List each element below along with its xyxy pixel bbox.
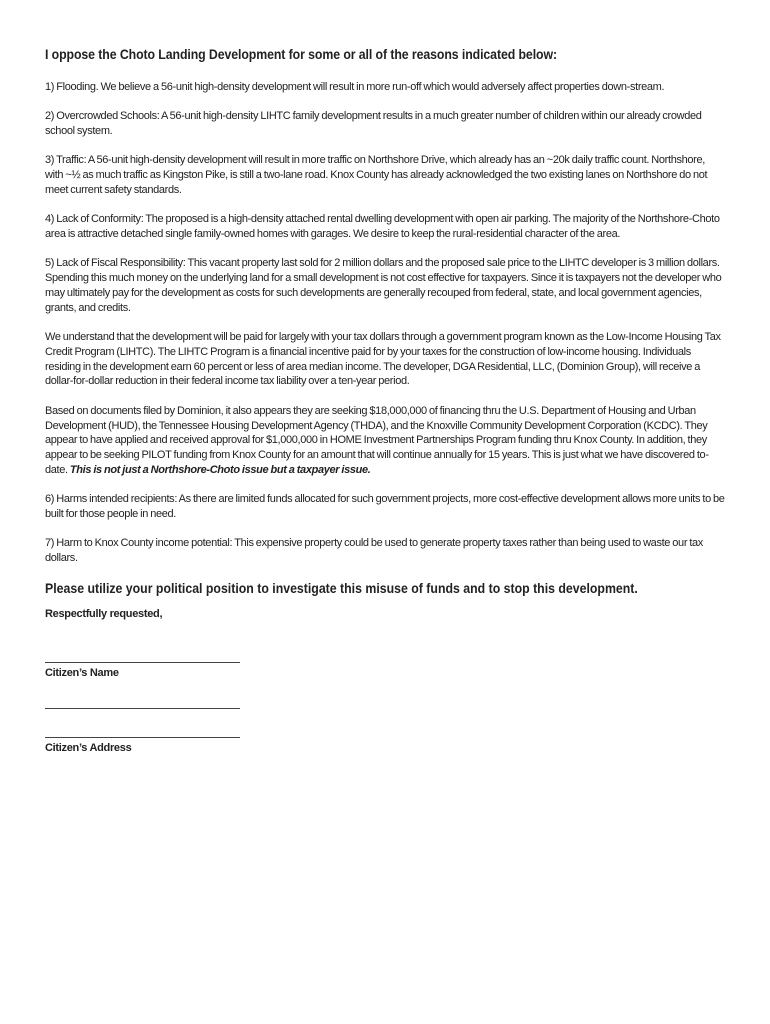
reason-recipients: 6) Harms intended recipients: As there are limited funds allocated for such government projects, more cost-effective development allows more units to be built for those people in need. [45,493,725,521]
reason-schools: 2) Overcrowded Schools: A 56-unit high-density LIHTC family development results in a much greater number of children within our already crowded school system. [45,110,702,138]
taxpayer-issue-emphasis: This is not just a Northshore-Choto issue but a taxpayer issue. [69,463,371,476]
reason-conformity: 4) Lack of Conformity: The proposed is a high-density attached rental dwelling development with open air parking. The majority of the Northshore-Choto area is attractive detached single family-owned homes with garages. We desire to keep the rural-residential character of the area. [45,213,720,241]
name-signature-block [45,662,240,679]
lihtc-paragraph: We understand that the development will be paid for largely with your tax dollars through a government program known as the Low-Income Housing Tax Credit Program (LIHTC). The LIHTC Program is a financial incentive paid for by your taxes for the construction of low-income housing. Individuals residing in the development earn 60 percent or less of area median income. The developer, DGA Residential, LLC, (Dominion Group), will receive a dollar-for-dollar reduction in their federal income tax liability over a ten-year period. [45,331,721,388]
citizen-name-label: Citizen’s Name [45,667,119,679]
reason-traffic: 3) Traffic: A 56-unit high-density development will result in more traffic on Northshore Drive, which already has an ~20k daily traffic count. Northshore, with ~½ as much traffic as Kingston Pike, is still a two-lane road. Knox County has already acknowledged the two existing lanes on Northshore do not meet current safety standards. [45,154,708,196]
citizen-address-label: Citizen’s Address [45,742,132,754]
extra-signature-line[interactable] [45,708,240,709]
address-signature-line[interactable] [45,737,240,738]
reason-fiscal: 5) Lack of Fiscal Responsibility: This vacant property last sold for 2 million dollars and the proposed sale price to the LIHTC developer is 3 million dollars. Spending this much money on the underlying land for a small development is not cost effective for taxpayers. Since it is taxpayers not the developer who may ultimately pay for the development as costs for such developments are generally recouped from federal, state, and local government agencies, grants, and credits. [45,257,722,314]
signoff: Respectfully requested, [45,608,163,621]
letter-heading: I oppose the Choto Landing Development for some or all of the reasons indicated below: [45,46,557,62]
letter-body [45,46,725,620]
closing-request: Please utilize your political position to investigate this misuse of funds and to stop this development. [45,580,638,597]
financing-text: Based on documents filed by Dominion, it also appears they are seeking $18,000,000 of financing thru the U.S. Department of Housing and Urban Development (HUD), the Tennessee Housing Development Agency (THDA), and the Knoxville Community Development Corporation (KCDC). They appear to have applied and received approval for $1,000,000 in HOME Investment Partnerships Program funding thru Knox County. In addition, they appear to be seeking PILOT funding from Knox County for an amount that will continue annually for 15 years. This is just what we have discovered to-date. [45,404,709,476]
blank-line-block [45,708,240,709]
name-signature-line[interactable] [45,662,240,663]
reason-income-potential: 7) Harm to Knox County income potential: This expensive property could be used to generate property taxes rather than being used to waste our tax dollars. [45,537,703,565]
financing-paragraph [45,404,725,478]
reason-flooding: 1) Flooding. We believe a 56-unit high-density development will result in more run-off which would adversely affect properties down-stream. [45,81,665,93]
address-signature-block [45,737,240,754]
